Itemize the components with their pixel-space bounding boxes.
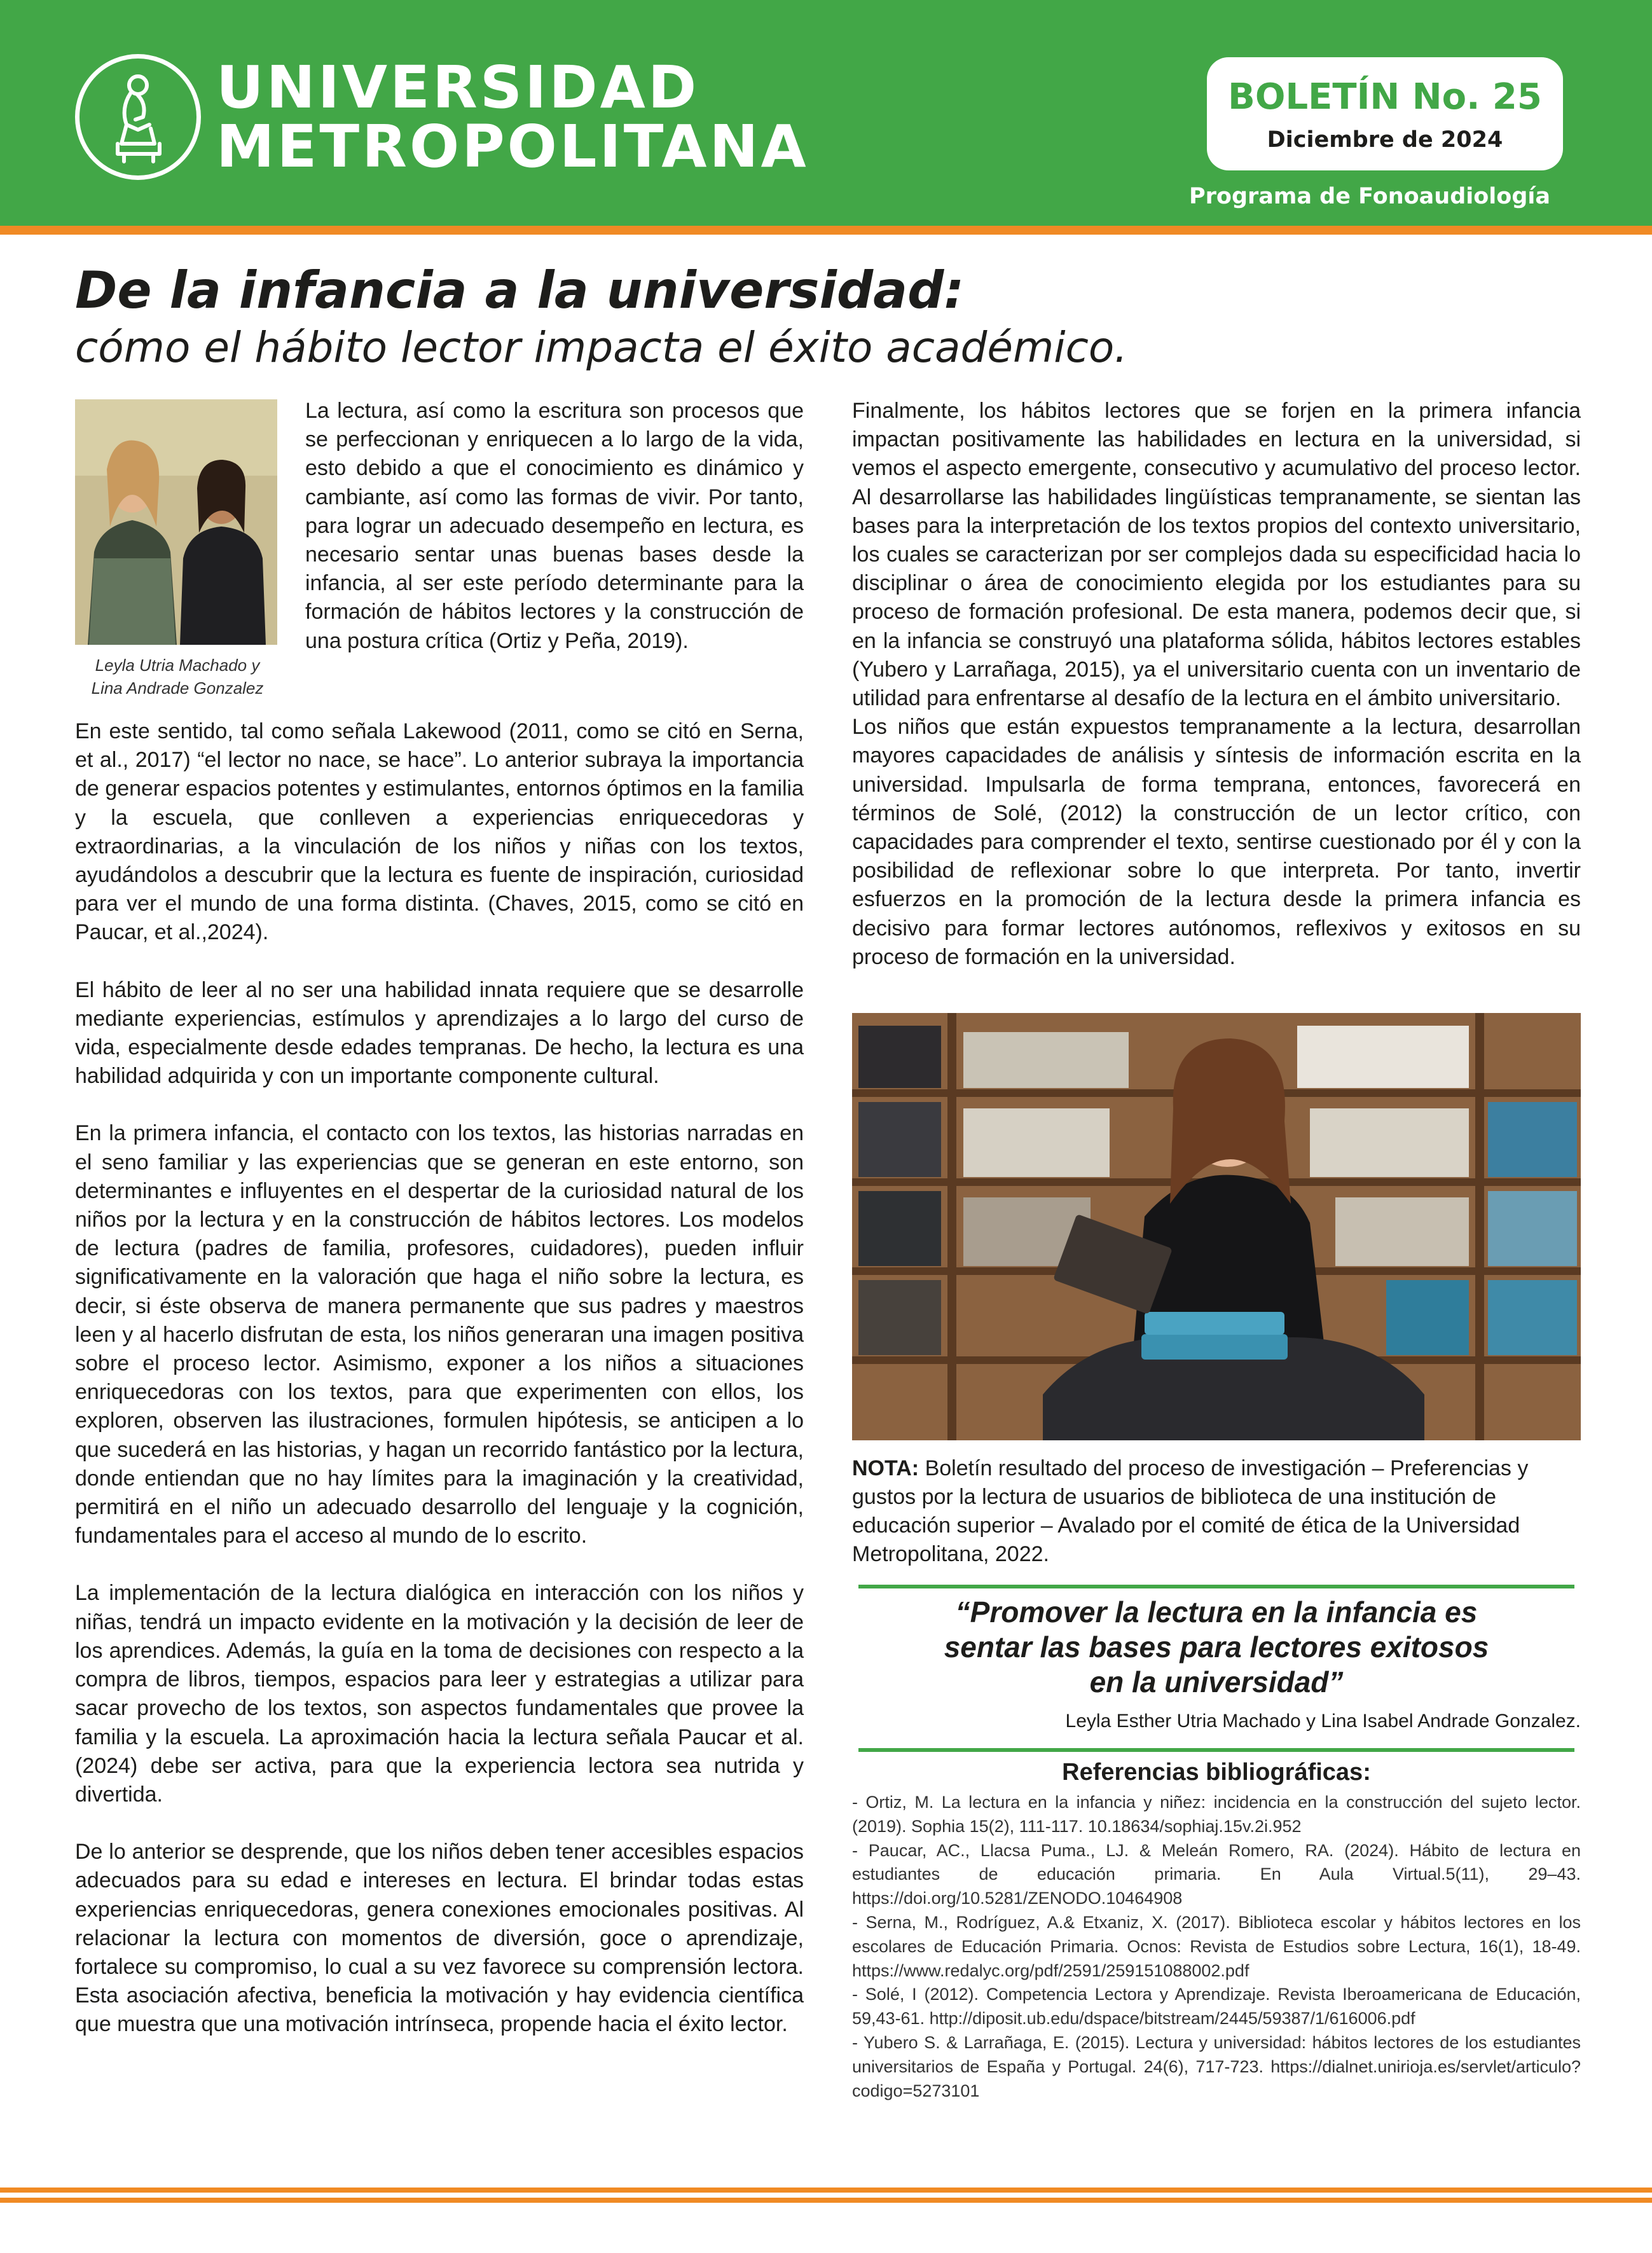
right-column: [852, 397, 1581, 972]
quote-bottom-rule: [858, 1748, 1574, 1752]
university-logo: [75, 54, 201, 180]
article-title: De la infancia a la universidad:: [75, 261, 965, 320]
references-list: [852, 1791, 1581, 2103]
authors-photo: [75, 399, 277, 645]
body-paragraph: Los niños que están expuestos tempranamente a la lectura, desarrollan mayores capacidades de análisis y síntesis de información escrita en la universidad. Impulsarla de forma temprana, entonces, favorecerá en términos de Solé, (2012) la construcción de un lector crítico, con capacidades para comprender el texto, sentirse cuestionado por él y con la posibilidad de reflexionar sobre lo que interpreta. Por tanto, invertir esfuerzos en la promoción de la lectura desde la primera infancia es decisivo para formar lectores autónomos, reflexivos y exitosos en su proceso de formación en la universidad.: [852, 715, 1581, 969]
thinker-statue-icon: [79, 59, 196, 176]
reference-item: - Serna, M., Rodríguez, A.& Etxaniz, X. (2017). Biblioteca escolar y hábitos lectores en los escolares de Educación Primaria. Ocnos: Revista de Estudios sobre Lectura, 16(1), 18-49. https://www.redalyc.org/pdf/2591/259151088002.pdf: [852, 1912, 1581, 1980]
bulletin-box: [1207, 57, 1563, 170]
body-paragraph: De lo anterior se desprende, que los niños deben tener accesibles espacios adecuados para su edad e intereses en lectura. El brindar todas estas experiencias enriquecedoras, genera conexiones emocionales positivas. Al relacionar la lectura con momentos de diversión, goce o aprendizaje, fortalece su compromiso, lo cual a su vez favorece su comprensión lectora. Esta asociación afectiva, beneficia la motivación y hay evidencia científica que muestra que una motivación intrínseca, propende hacia el éxito lector.: [75, 1840, 804, 2037]
body-paragraph: En la primera infancia, el contacto con los textos, las historias narradas en el seno familiar y las experiencias que se generan en este entorno, son determinantes e influyentes en el despertar de la curiosidad natural de los niños por la lectura y en la construcción de hábitos lectores. Los modelos de lectura (padres de familia, profesores, cuidadores), pueden influir significativamente en la valoración que haga el niño sobre la lectura, es decir, si éste observa de manera permanente que sus padres y maestros leen y al hacerlo disfrutan de esta, los niños generaran una imagen positiva sobre el proceso lector. Asimismo, exponer a los niños a situaciones enriquecedoras con los textos, para que experimenten con ellos, los exploren, observen las ilustraciones, formulen hipótesis, se anticipen a lo que sucederá en las historias, y hagan un recorrido fantástico por la lectura, donde entiendan que no hay límites para la imaginación y la creatividad, permitirá en el niño un adecuado desarrollo del lenguaje y la cognición, fundamentales para el acceso al mundo de lo escrito.: [75, 1121, 804, 1548]
university-name-line2: METROPOLITANA: [216, 113, 809, 181]
caption-line: Lina Andrade Gonzalez: [91, 679, 264, 698]
intro-paragraph: La lectura, así como la escritura son procesos que se perfeccionan y enriquecen a lo largo de la vida, esto debido a que el conocimiento es dinámico y cambiante, así como las formas de vivir. Por tanto, para lograr un adecuado desempeño en lectura, es necesario sentar unas buenas bases desde la infancia, al ser este período determinante para la formación de hábitos lectores y la construcción de una postura crítica (Ortiz y Peña, 2019).: [305, 399, 804, 653]
pull-quote: [852, 1595, 1581, 1700]
reference-item: - Ortiz, M. La lectura en la infancia y niñez: incidencia en la construcción del sujeto lector. (2019). Sophia 15(2), 111-117. 10.18634/sophiaj.15v.2i.952: [852, 1793, 1581, 1836]
caption-line: Leyla Utria Machado y: [95, 656, 260, 675]
quote-top-rule: [858, 1585, 1574, 1588]
body-paragraph: La implementación de la lectura dialógica en interacción con los niños y niñas, tendrá un impacto evidente en la motivación y la decisión de leer de los aprendices. Además, la guía en la toma de decisiones con respecto a la compra de libros, tiempos, espacios para leer y estrategias a utilizar para sacar provecho de los textos, son aspectos fundamentales que provee la familia y la escuela. La aproximación hacia la lectura señala Paucar et al. (2024) debe ser activa, para que la experiencia lectora sea nutrida y divertida.: [75, 1581, 804, 1807]
bulletin-date: Diciembre de 2024: [1267, 127, 1503, 153]
library-reading-photo: [852, 1013, 1581, 1440]
university-name-line1: UNIVERSIDAD: [216, 53, 699, 121]
bulletin-title: BOLETÍN No. 25: [1228, 76, 1542, 118]
footer-line-bottom: [0, 2198, 1652, 2203]
left-column: [75, 717, 804, 2039]
reference-item: - Yubero S. & Larrañaga, E. (2015). Lectura y universidad: hábitos lectores de los estudiantes universitarios de España y Portugal. 24(6), 717-723. https://dialnet.unirioja.es/servlet/articulo?codigo=5273101: [852, 2032, 1581, 2100]
quote-line: en la universidad”: [1089, 1665, 1344, 1698]
program-name: Programa de Fonoaudiología: [1189, 184, 1550, 209]
note-text: Boletín resultado del proceso de investigación – Preferencias y gustos por la lectura de usuarios de biblioteca de una institución de educación superior – Avalado por el comité de ética de la Universidad Metropolitana, 2022.: [852, 1456, 1529, 1566]
quote-line: sentar las bases para lectores exitosos: [944, 1630, 1489, 1664]
body-paragraph: En este sentido, tal como señala Lakewood (2011, como se citó en Serna, et al., 2017) “el lector no nace, se hace”. Lo anterior subraya la importancia de generar espacios potentes y estimulantes, entornos óptimos en la familia y la escuela, que conlleven a experiencias enriquecedoras y extraordinarias, a la vinculación de los niños y niñas con los textos, ayudándolos a descubrir que la lectura es fuente de inspiración, curiosidad para ver el mundo de una forma distinta. (Chaves, 2015, como se citó en Paucar, et al.,2024).: [75, 719, 804, 945]
authors-photo-caption: [69, 654, 286, 699]
article-subtitle: cómo el hábito lector impacta el éxito académico.: [75, 323, 1128, 372]
references-title: Referencias bibliográficas:: [1062, 1759, 1371, 1786]
footer-line-top: [0, 2188, 1652, 2193]
body-paragraph: El hábito de leer al no ser una habilidad innata requiere que se desarrolle mediante experiencias, estímulos y aprendizajes a lo largo del curso de vida, especialmente desde edades tempranas. De hecho, la lectura es una habilidad adquirida y con un importante componente cultural.: [75, 977, 804, 1089]
quote-author: Leyla Esther Utria Machado y Lina Isabel Andrade Gonzalez.: [1065, 1711, 1581, 1732]
header-divider: [0, 226, 1652, 235]
quote-line: “Promover la lectura en la infancia es: [955, 1595, 1478, 1629]
reference-item: - Solé, I (2012). Competencia Lectora y Aprendizaje. Revista Iberoamericana de Educación, 59,43-61. http://diposit.ub.edu/dspace/bitstream/2445/59387/1/616006.pdf: [852, 1985, 1581, 2029]
research-note: [852, 1454, 1581, 1569]
header-banner: [0, 0, 1652, 226]
reference-item: - Paucar, AC., Llacsa Puma., LJ. & Meleán Romero, RA. (2024). Hábito de lectura en estudiantes de educación primaria. En Aula Virtual.5(11), 29–43. https://doi.org/10.5281/ZENODO.10464908: [852, 1840, 1581, 1908]
body-paragraph: Finalmente, los hábitos lectores que se forjen en la primera infancia impactan positivamente las habilidades en lectura en la universidad, si vemos el aspecto emergente, consecutivo y acumulativo del proceso lector. Al desarrollarse las habilidades lingüísticas tempranamente, se sientan las bases para la interpretación de los textos propios del contexto universitario, los cuales se caracterizan por ser complejos dada su especificidad hacia lo disciplinar o área de conocimiento elegida por los estudiantes para su proceso de formación profesional. De esta manera, podemos decir que, si en la infancia se construyó una plataforma sólida, hábitos lectores estables (Yubero y Larrañaga, 2015), ya el universitario cuenta con un inventario de utilidad para enfrentarse al desafío de la lectura en el ámbito universitario.: [852, 399, 1581, 711]
note-label: NOTA:: [852, 1456, 919, 1480]
